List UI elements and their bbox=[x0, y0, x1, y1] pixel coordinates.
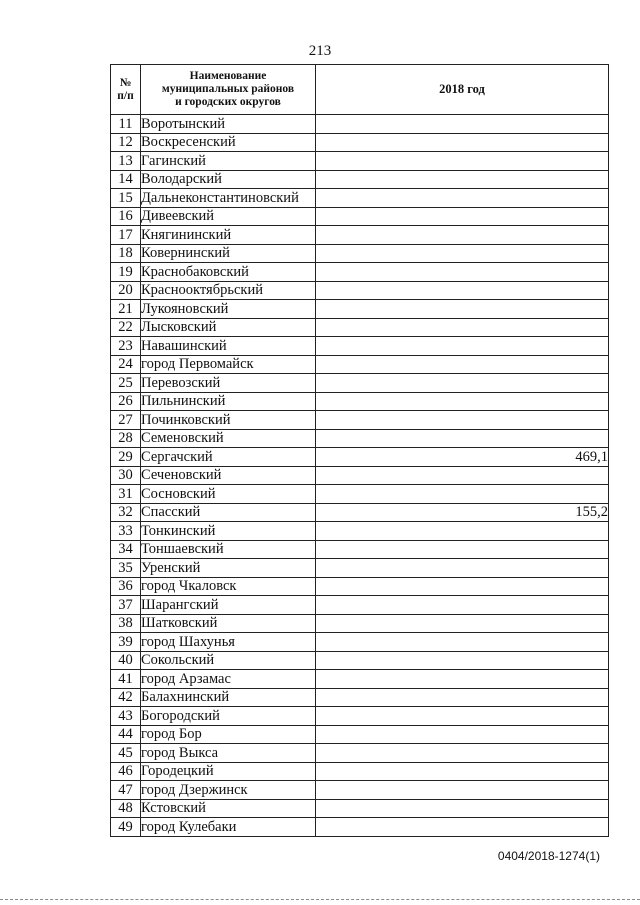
row-name: Семеновский bbox=[141, 429, 316, 448]
table-row bbox=[111, 207, 609, 226]
row-value bbox=[316, 559, 609, 578]
table-row bbox=[111, 429, 609, 448]
row-number: 35 bbox=[111, 559, 141, 578]
table-row bbox=[111, 670, 609, 689]
row-value bbox=[316, 115, 609, 134]
row-name: Сосновский bbox=[141, 485, 316, 504]
table-row bbox=[111, 596, 609, 615]
row-number: 25 bbox=[111, 374, 141, 393]
row-name: Тоншаевский bbox=[141, 540, 316, 559]
row-number: 36 bbox=[111, 577, 141, 596]
row-number: 45 bbox=[111, 744, 141, 763]
row-name: Тонкинский bbox=[141, 522, 316, 541]
row-value: 155,2 bbox=[316, 503, 609, 522]
table-row bbox=[111, 355, 609, 374]
row-value bbox=[316, 707, 609, 726]
row-number: 44 bbox=[111, 725, 141, 744]
row-name: Навашинский bbox=[141, 337, 316, 356]
row-number: 34 bbox=[111, 540, 141, 559]
row-name: Кстовский bbox=[141, 799, 316, 818]
row-name: город Выкса bbox=[141, 744, 316, 763]
table-row bbox=[111, 559, 609, 578]
table-row bbox=[111, 651, 609, 670]
table-row bbox=[111, 818, 609, 837]
row-name: Краснооктябрьский bbox=[141, 281, 316, 300]
table-row bbox=[111, 633, 609, 652]
row-number: 27 bbox=[111, 411, 141, 430]
table-row bbox=[111, 263, 609, 282]
row-number: 39 bbox=[111, 633, 141, 652]
header-name: Наименование муниципальных районов и городских округов bbox=[141, 65, 316, 115]
row-value bbox=[316, 355, 609, 374]
row-number: 37 bbox=[111, 596, 141, 615]
row-number: 17 bbox=[111, 226, 141, 245]
data-table bbox=[110, 64, 609, 837]
row-value bbox=[316, 651, 609, 670]
row-number: 43 bbox=[111, 707, 141, 726]
row-name: город Чкаловск bbox=[141, 577, 316, 596]
row-number: 24 bbox=[111, 355, 141, 374]
row-value bbox=[316, 226, 609, 245]
table-row bbox=[111, 189, 609, 208]
row-name: Уренский bbox=[141, 559, 316, 578]
row-number: 32 bbox=[111, 503, 141, 522]
row-number: 48 bbox=[111, 799, 141, 818]
row-value bbox=[316, 688, 609, 707]
table-row bbox=[111, 281, 609, 300]
table-row bbox=[111, 448, 609, 467]
row-value bbox=[316, 318, 609, 337]
row-name: Краснобаковский bbox=[141, 263, 316, 282]
row-value bbox=[316, 725, 609, 744]
table-row bbox=[111, 226, 609, 245]
row-number: 19 bbox=[111, 263, 141, 282]
row-value bbox=[316, 540, 609, 559]
table-row bbox=[111, 522, 609, 541]
row-number: 15 bbox=[111, 189, 141, 208]
row-name: город Бор bbox=[141, 725, 316, 744]
table-body bbox=[111, 115, 609, 837]
header-year: 2018 год bbox=[316, 65, 609, 115]
row-name: Дивеевский bbox=[141, 207, 316, 226]
row-name: Гагинский bbox=[141, 152, 316, 171]
table-row bbox=[111, 411, 609, 430]
row-number: 30 bbox=[111, 466, 141, 485]
row-name: Спасский bbox=[141, 503, 316, 522]
row-value bbox=[316, 281, 609, 300]
row-number: 20 bbox=[111, 281, 141, 300]
row-number: 26 bbox=[111, 392, 141, 411]
page-number: 213 bbox=[308, 43, 332, 59]
row-name: Лукояновский bbox=[141, 300, 316, 319]
row-value bbox=[316, 596, 609, 615]
table-row bbox=[111, 133, 609, 152]
table-row bbox=[111, 244, 609, 263]
row-value bbox=[316, 263, 609, 282]
row-value bbox=[316, 429, 609, 448]
row-number: 47 bbox=[111, 781, 141, 800]
row-number: 41 bbox=[111, 670, 141, 689]
table-row bbox=[111, 762, 609, 781]
row-name: Володарский bbox=[141, 170, 316, 189]
row-number: 11 bbox=[111, 115, 141, 134]
row-value bbox=[316, 818, 609, 837]
row-value bbox=[316, 392, 609, 411]
table-row bbox=[111, 614, 609, 633]
row-value bbox=[316, 633, 609, 652]
table-row bbox=[111, 392, 609, 411]
row-value bbox=[316, 744, 609, 763]
row-number: 42 bbox=[111, 688, 141, 707]
table-row bbox=[111, 688, 609, 707]
row-value bbox=[316, 133, 609, 152]
row-value: 469,1 bbox=[316, 448, 609, 467]
row-number: 13 bbox=[111, 152, 141, 171]
row-value bbox=[316, 170, 609, 189]
table-header bbox=[111, 65, 609, 115]
header-num: № п/п bbox=[111, 65, 141, 115]
row-value bbox=[316, 485, 609, 504]
row-name: город Шахунья bbox=[141, 633, 316, 652]
row-value bbox=[316, 522, 609, 541]
row-name: Богородский bbox=[141, 707, 316, 726]
row-number: 14 bbox=[111, 170, 141, 189]
row-number: 46 bbox=[111, 762, 141, 781]
table-row bbox=[111, 781, 609, 800]
document-code: 0404/2018-1274(1) bbox=[497, 849, 600, 863]
row-number: 16 bbox=[111, 207, 141, 226]
row-name: город Первомайск bbox=[141, 355, 316, 374]
row-number: 22 bbox=[111, 318, 141, 337]
table-row bbox=[111, 744, 609, 763]
row-number: 28 bbox=[111, 429, 141, 448]
row-name: Княгининский bbox=[141, 226, 316, 245]
row-name: Починковский bbox=[141, 411, 316, 430]
row-value bbox=[316, 337, 609, 356]
row-number: 21 bbox=[111, 300, 141, 319]
row-value bbox=[316, 374, 609, 393]
row-value bbox=[316, 799, 609, 818]
row-value bbox=[316, 781, 609, 800]
row-name: Сергачский bbox=[141, 448, 316, 467]
table-row bbox=[111, 337, 609, 356]
row-name: Дальнеконстантиновский bbox=[141, 189, 316, 208]
row-name: город Кулебаки bbox=[141, 818, 316, 837]
row-name: город Дзержинск bbox=[141, 781, 316, 800]
row-number: 31 bbox=[111, 485, 141, 504]
table-row bbox=[111, 115, 609, 134]
row-value bbox=[316, 244, 609, 263]
table-row bbox=[111, 707, 609, 726]
row-name: Шатковский bbox=[141, 614, 316, 633]
table-row bbox=[111, 466, 609, 485]
table-row bbox=[111, 374, 609, 393]
table-row bbox=[111, 540, 609, 559]
table-row bbox=[111, 577, 609, 596]
row-number: 38 bbox=[111, 614, 141, 633]
row-value bbox=[316, 411, 609, 430]
row-value bbox=[316, 189, 609, 208]
row-number: 23 bbox=[111, 337, 141, 356]
row-name: Балахнинский bbox=[141, 688, 316, 707]
table-row bbox=[111, 152, 609, 171]
row-number: 18 bbox=[111, 244, 141, 263]
table-row bbox=[111, 170, 609, 189]
row-name: Воскресенский bbox=[141, 133, 316, 152]
table-row bbox=[111, 318, 609, 337]
table-row bbox=[111, 725, 609, 744]
row-name: Ковернинский bbox=[141, 244, 316, 263]
scan-edge-line bbox=[0, 899, 640, 900]
table-row bbox=[111, 485, 609, 504]
row-value bbox=[316, 207, 609, 226]
row-name: город Арзамас bbox=[141, 670, 316, 689]
table-row bbox=[111, 503, 609, 522]
row-value bbox=[316, 762, 609, 781]
row-name: Городецкий bbox=[141, 762, 316, 781]
row-name: Сокольский bbox=[141, 651, 316, 670]
row-value bbox=[316, 300, 609, 319]
table-row bbox=[111, 799, 609, 818]
row-number: 49 bbox=[111, 818, 141, 837]
row-name: Шарангский bbox=[141, 596, 316, 615]
row-value bbox=[316, 466, 609, 485]
row-name: Воротынский bbox=[141, 115, 316, 134]
row-value bbox=[316, 670, 609, 689]
row-value bbox=[316, 577, 609, 596]
row-name: Пильнинский bbox=[141, 392, 316, 411]
row-number: 33 bbox=[111, 522, 141, 541]
row-number: 29 bbox=[111, 448, 141, 467]
row-value bbox=[316, 152, 609, 171]
row-number: 12 bbox=[111, 133, 141, 152]
row-name: Лысковский bbox=[141, 318, 316, 337]
row-name: Сеченовский bbox=[141, 466, 316, 485]
row-name: Перевозский bbox=[141, 374, 316, 393]
row-number: 40 bbox=[111, 651, 141, 670]
row-value bbox=[316, 614, 609, 633]
table-row bbox=[111, 300, 609, 319]
